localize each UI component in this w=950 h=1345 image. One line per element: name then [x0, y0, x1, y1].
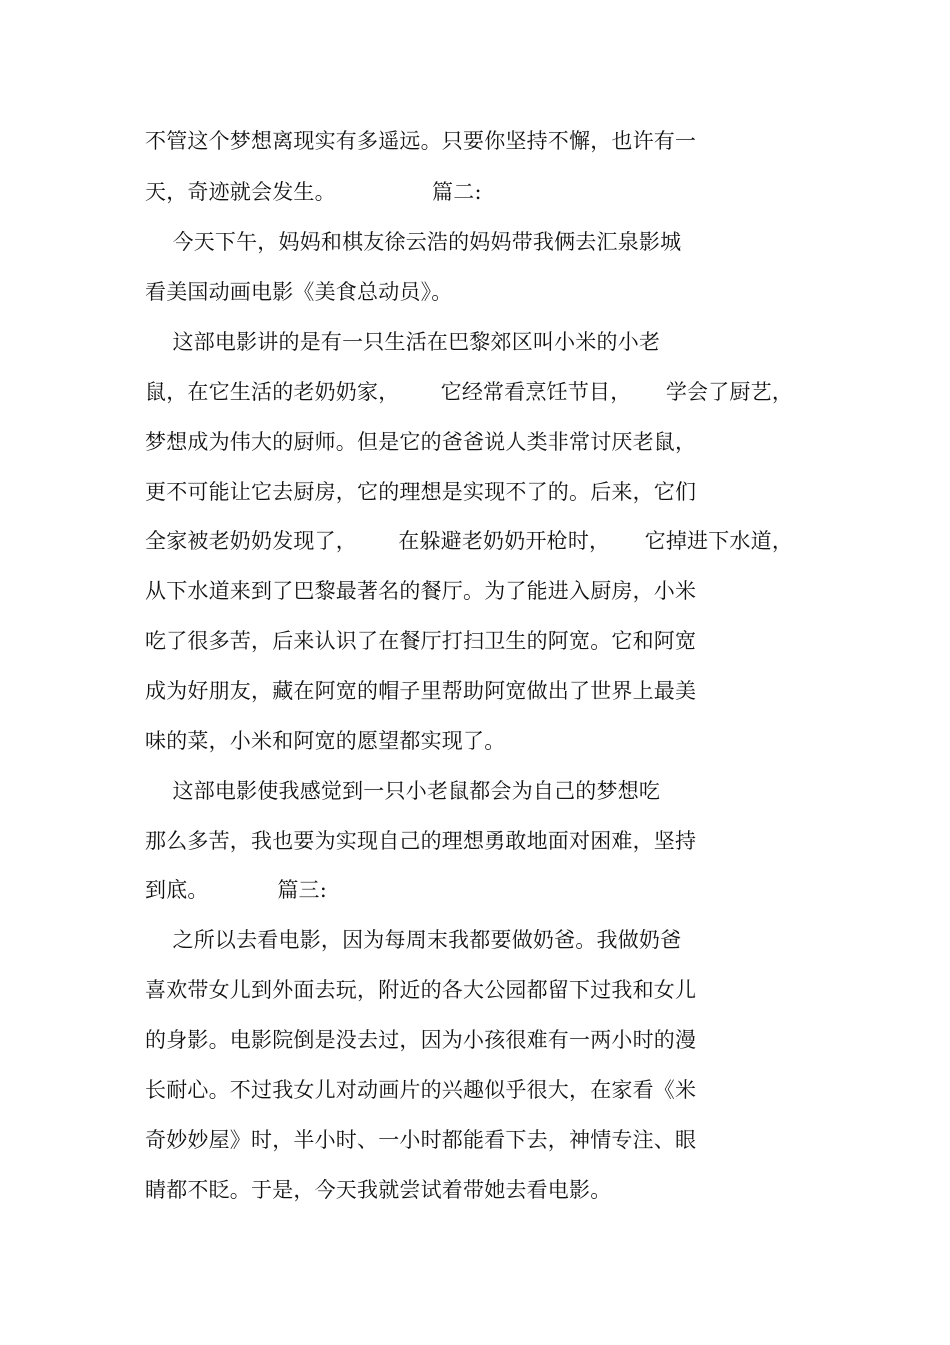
text-line: 成为好朋友，藏在阿宽的帽子里帮助阿宽做出了世界上最美 [145, 679, 697, 703]
text-line: 之所以去看电影，因为每周末我都要做奶爸。我做奶爸 [145, 928, 682, 952]
text-line: 喜欢带女儿到外面去玩，附近的各大公园都留下过我和女儿 [145, 978, 697, 1002]
text-line: 长耐心。不过我女儿对动画片的兴趣似乎很大，在家看《米 [145, 1078, 697, 1102]
text-line: 的身影。电影院倒是没去过，因为小孩很难有一两小时的漫 [145, 1028, 697, 1052]
text-line: 这部电影使我感觉到一只小老鼠都会为自己的梦想吃 [145, 779, 661, 803]
text-line: 吃了很多苦，后来认识了在餐厅打扫卫生的阿宽。它和阿宽 [145, 629, 697, 653]
text-line: 从下水道来到了巴黎最著名的餐厅。为了能进入厨房，小米 [145, 579, 697, 603]
text-line: 更不可能让它去厨房，它的理想是实现不了的。后来，它们 [145, 480, 697, 504]
text-line: 梦想成为伟大的厨师。但是它的爸爸说人类非常讨厌老鼠， [145, 430, 697, 454]
text-line: 到底。 篇三: [145, 878, 328, 902]
text-line: 鼠，在它生活的老奶奶家， 它经常看烹饪节目， 学会了厨艺， [145, 380, 794, 404]
text-line: 今天下午，妈妈和棋友徐云浩的妈妈带我俩去汇泉影城 [145, 230, 682, 254]
text-line: 天，奇迹就会发生。 篇二: [145, 180, 482, 204]
text-line: 睛都不眨。于是，今天我就尝试着带她去看电影。 [145, 1178, 612, 1202]
text-line: 不管这个梦想离现实有多遥远。只要你坚持不懈，也许有一 [145, 129, 697, 153]
text-line: 这部电影讲的是有一只生活在巴黎郊区叫小米的小老 [145, 330, 661, 354]
text-line: 看美国动画电影《美食总动员》。 [145, 280, 453, 304]
text-line: 奇妙妙屋》时，半小时、一小时都能看下去，神情专注、眼 [145, 1128, 697, 1152]
text-line: 味的菜，小米和阿宽的愿望都实现了。 [145, 729, 506, 753]
text-line: 全家被老奶奶发现了， 在躲避老奶奶开枪时， 它掉进下水道， [145, 529, 794, 553]
text-line: 那么多苦，我也要为实现自己的理想勇敢地面对困难，坚持 [145, 829, 697, 853]
